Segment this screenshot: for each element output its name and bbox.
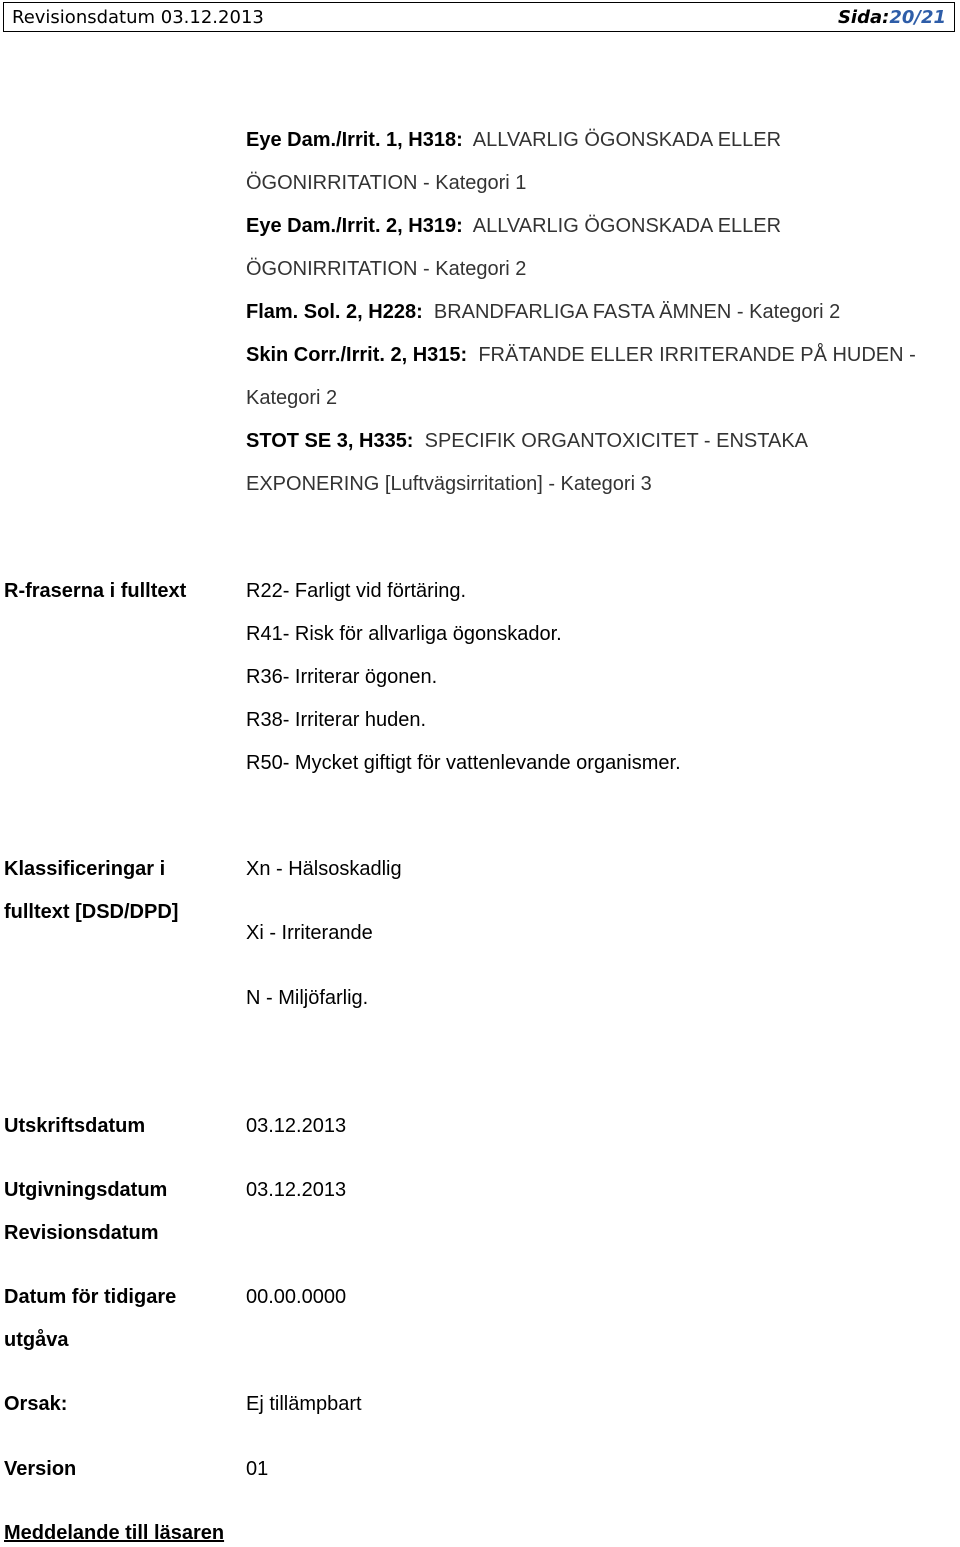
hazard-line: EXPONERING [Luftvägsirritation] - Kategori 3	[246, 473, 652, 495]
hazard-line: Skin Corr./Irrit. 2, H315: FRÄTANDE ELLER IRRITERANDE PÅ HUDEN -	[246, 344, 916, 366]
r-phrase-item: R50- Mycket giftigt för vattenlevande organismer.	[246, 752, 681, 774]
issue-date-value: 03.12.2013	[246, 1179, 347, 1201]
hazard-line: Eye Dam./Irrit. 1, H318: ALLVARLIG ÖGONSKADA ELLER	[246, 129, 782, 151]
reader-message-heading: Meddelande till läsaren	[4, 1522, 225, 1544]
print-date-label: Utskriftsdatum	[4, 1115, 146, 1137]
hazard-line: Flam. Sol. 2, H228: BRANDFARLIGA FASTA ÄMNEN - Kategori 2	[246, 301, 841, 323]
previous-edition-value: 00.00.0000	[246, 1286, 347, 1308]
page-label: Sida:	[837, 7, 890, 28]
classification-item: Xi - Irriterande	[246, 922, 373, 944]
r-phrase-item: R22- Farligt vid förtäring.	[246, 580, 467, 602]
page-header	[3, 2, 955, 32]
issue-date-label: Utgivningsdatum	[4, 1179, 168, 1201]
revision-date-label: Revisionsdatum	[4, 1222, 159, 1244]
page-indicator	[838, 7, 946, 28]
classification-item: N - Miljöfarlig.	[246, 987, 369, 1009]
version-label: Version	[4, 1458, 77, 1480]
hazard-line: Eye Dam./Irrit. 2, H319: ALLVARLIG ÖGONSKADA ELLER	[246, 215, 782, 237]
hazard-line: ÖGONIRRITATION - Kategori 2	[246, 258, 527, 280]
reason-label: Orsak:	[4, 1393, 68, 1415]
classification-item: Xn - Hälsoskadlig	[246, 858, 402, 880]
revision-date-header: Revisionsdatum 03.12.2013	[12, 7, 264, 28]
r-phrase-item: R36- Irriterar ögonen.	[246, 666, 438, 688]
previous-edition-label: Datum för tidigare	[4, 1286, 177, 1308]
version-value: 01	[246, 1458, 269, 1480]
classifications-label-line2: fulltext [DSD/DPD]	[4, 901, 179, 923]
hazard-line: STOT SE 3, H335: SPECIFIK ORGANTOXICITET - ENSTAKA	[246, 430, 809, 452]
r-phrases-label: R-fraserna i fulltext	[4, 580, 187, 602]
reason-value: Ej tillämpbart	[246, 1393, 362, 1415]
page-number: 20/21	[889, 7, 946, 28]
r-phrase-item: R41- Risk för allvarliga ögonskador.	[246, 623, 562, 645]
previous-edition-label-line2: utgåva	[4, 1329, 69, 1351]
print-date-value: 03.12.2013	[246, 1115, 347, 1137]
classifications-label: Klassificeringar i	[4, 858, 166, 880]
hazard-line: Kategori 2	[246, 387, 338, 409]
hazard-line: ÖGONIRRITATION - Kategori 1	[246, 172, 527, 194]
r-phrase-item: R38- Irriterar huden.	[246, 709, 427, 731]
